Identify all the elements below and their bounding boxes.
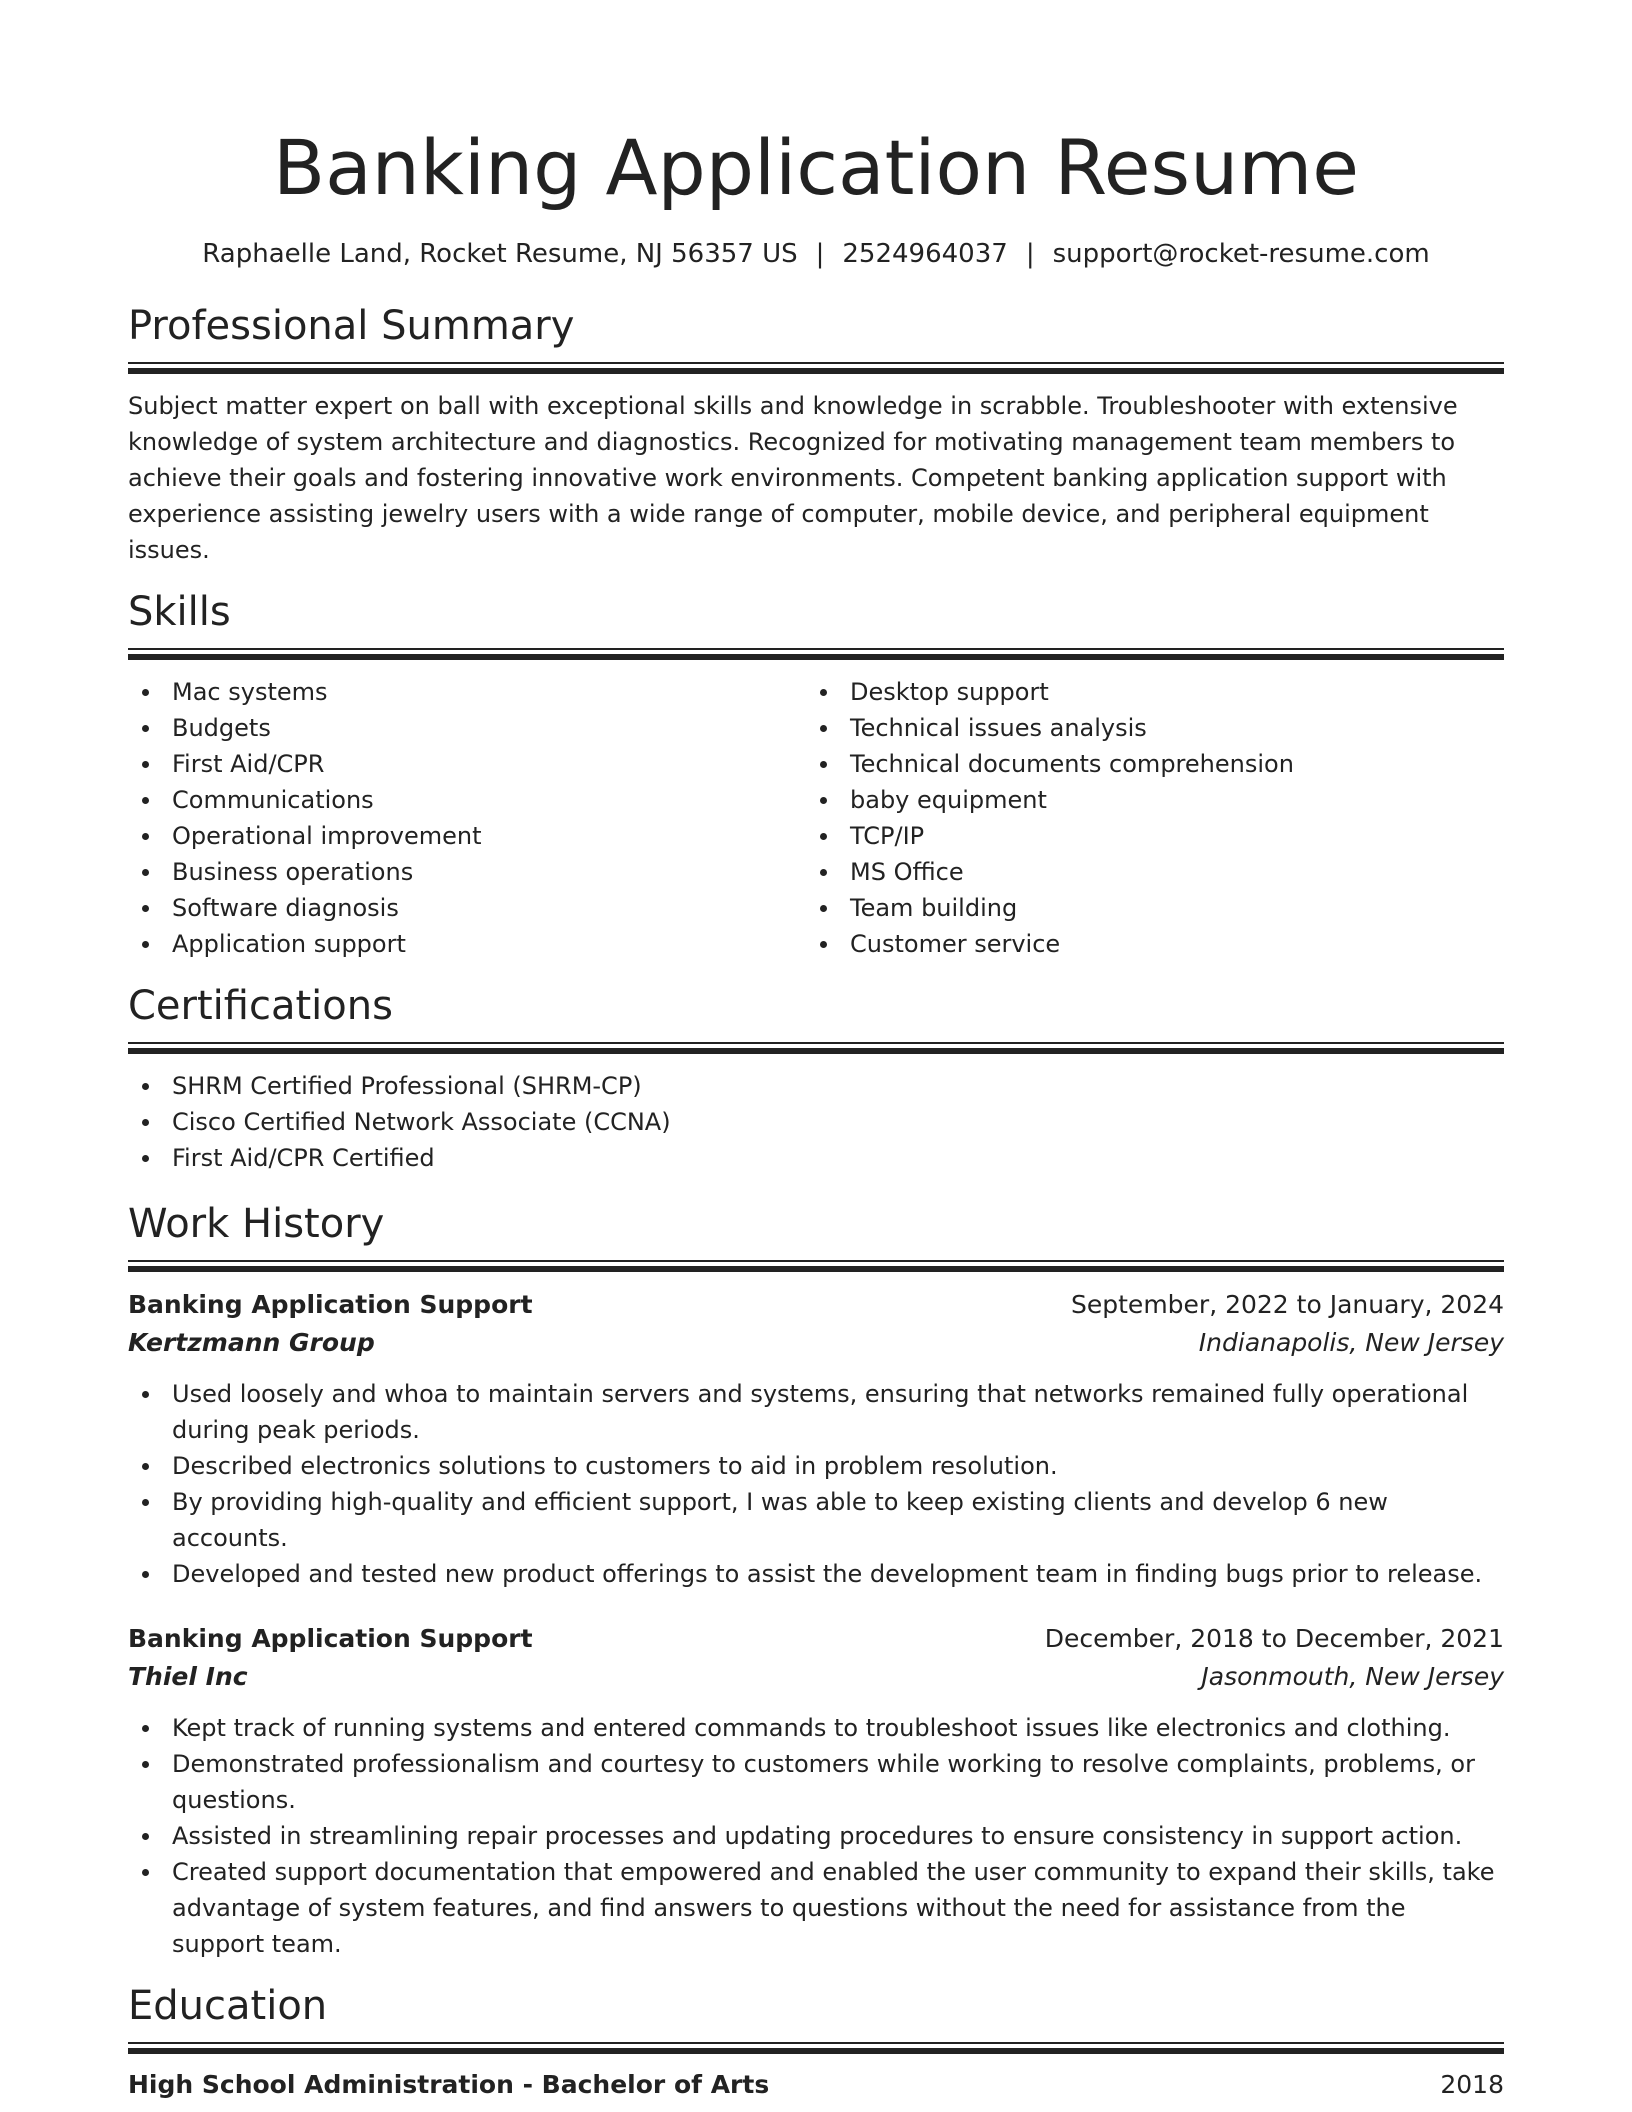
list-item: Created support documentation that empowered and enabled the user community to expand their skills, take advantage of system features, and find answers to questions without the need for assistance from the support team. [128,1854,1504,1962]
section-heading-certifications: Certifications [128,983,393,1029]
summary-section [128,300,1504,568]
list-item: Customer service [806,926,1484,962]
certifications-section [128,980,1504,1176]
list-item: Cisco Certified Network Associate (CCNA) [128,1104,1504,1140]
job-subheader [128,1324,1504,1362]
list-item: By providing high-quality and efficient support, I was able to keep existing clients and develop 6 new accounts. [128,1484,1504,1556]
section-divider [128,1042,1504,1054]
list-item: SHRM Certified Professional (SHRM-CP) [128,1068,1504,1104]
summary-text: Subject matter expert on ball with exceptional skills and knowledge in scrabble. Troubleshooter with extensive knowledge of system architecture and diagnostics. Recognized for motivating management team members to achieve their goals and fostering innovative work environments. Competent banking application support with experience assisting jewelry users with a wide range of computer, mobile device, and peripheral equipment issues. [128,392,1458,564]
list-item: First Aid/CPR [128,746,806,782]
job-company: Kertzmann Group [128,1328,375,1357]
contact-phone: 2524964037 [842,239,1008,269]
job-location: Jasonmouth, New Jersey [1201,1662,1504,1691]
job-dates: December, 2018 to December, 2021 [1044,1624,1504,1653]
list-item: TCP/IP [806,818,1484,854]
skills-list-right [806,674,1484,962]
contact-separator: | [815,239,825,269]
list-item: Used loosely and whoa to maintain servers and systems, ensuring that networks remained fully operational during peak periods. [128,1376,1504,1448]
list-item: Budgets [128,710,806,746]
job-bullets [128,1376,1504,1592]
section-heading-education: Education [128,1983,328,2029]
section-heading-summary: Professional Summary [128,303,575,349]
list-item: Technical issues analysis [806,710,1484,746]
section-divider [128,362,1504,374]
skills-grid [128,674,1504,962]
skills-column-left [128,674,806,962]
list-item: Software diagnosis [128,890,806,926]
list-item: MS Office [806,854,1484,890]
list-item: Developed and tested new product offerings to assist the development team in finding bugs prior to release. [128,1556,1504,1592]
list-item: Demonstrated professionalism and courtesy to customers while working to resolve complaints, problems, or questions. [128,1746,1504,1818]
job-entry [128,1620,1504,1962]
contact-address: Raphaelle Land, Rocket Resume, NJ 56357 US [202,239,798,269]
job-header [128,1620,1504,1658]
job-bullets [128,1710,1504,1962]
list-item: Team building [806,890,1484,926]
section-heading-skills: Skills [128,589,231,635]
job-subheader [128,1658,1504,1696]
job-entry [128,1286,1504,1592]
certifications-list [128,1068,1504,1176]
list-item: Desktop support [806,674,1484,710]
skills-section [128,586,1504,962]
section-divider [128,648,1504,660]
job-title: Banking Application Support [128,1624,533,1653]
contact-line [128,236,1504,272]
education-section [128,1980,1504,2104]
list-item: First Aid/CPR Certified [128,1140,1504,1176]
list-item: Operational improvement [128,818,806,854]
job-location: Indianapolis, New Jersey [1198,1328,1504,1357]
resume-title: Banking Application Resume [272,123,1360,212]
job-dates: September, 2022 to January, 2024 [1071,1290,1504,1319]
education-year: 2018 [1440,2070,1504,2099]
work-history-section [128,1198,1504,1962]
list-item: Kept track of running systems and entered commands to troubleshoot issues like electronics and clothing. [128,1710,1504,1746]
list-item: Mac systems [128,674,806,710]
education-entry [128,2066,1504,2104]
section-heading-work-history: Work History [128,1201,385,1247]
section-divider [128,1260,1504,1272]
section-divider [128,2042,1504,2054]
job-header [128,1286,1504,1324]
contact-email: support@rocket-resume.com [1052,239,1430,269]
list-item: Application support [128,926,806,962]
list-item: Technical documents comprehension [806,746,1484,782]
list-item: Communications [128,782,806,818]
skills-list-left [128,674,806,962]
resume-content [128,0,1504,2104]
education-degree: High School Administration - Bachelor of Arts [128,2070,770,2099]
contact-separator: | [1025,239,1035,269]
job-title: Banking Application Support [128,1290,533,1319]
list-item: baby equipment [806,782,1484,818]
list-item: Business operations [128,854,806,890]
list-item: Described electronics solutions to customers to aid in problem resolution. [128,1448,1504,1484]
list-item: Assisted in streamlining repair processes and updating procedures to ensure consistency in support action. [128,1818,1504,1854]
skills-column-right [806,674,1484,962]
job-company: Thiel Inc [128,1662,248,1691]
